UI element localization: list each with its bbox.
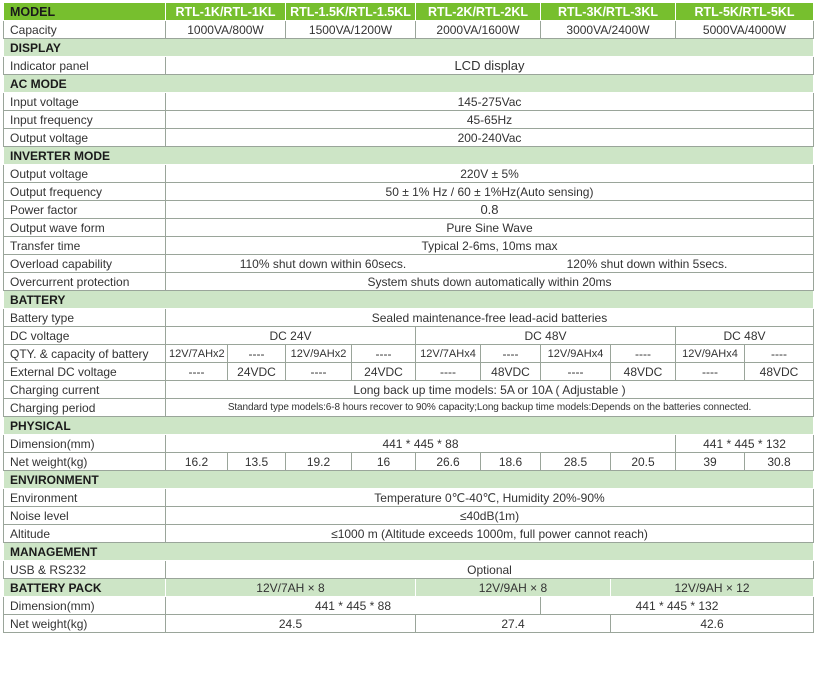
dc-voltage-value: DC 48V <box>416 327 676 345</box>
pack-weight-label: Net weight(kg) <box>4 615 166 633</box>
external-dc-row <box>4 363 814 381</box>
environment-label: Environment <box>4 489 166 507</box>
power-factor-value: 0.8 <box>166 201 814 219</box>
input-voltage-row <box>4 93 814 111</box>
overcurrent-label: Overcurrent protection <box>4 273 166 291</box>
dc-voltage-value: DC 48V <box>676 327 814 345</box>
input-voltage-label: Input voltage <box>4 93 166 111</box>
capacity-label: Capacity <box>4 21 166 39</box>
pack-weight-value: 27.4 <box>416 615 611 633</box>
qty-value: 12V/7AHx4 <box>416 345 481 363</box>
charging-period-row <box>4 399 814 417</box>
transfer-time-label: Transfer time <box>4 237 166 255</box>
overcurrent-row <box>4 273 814 291</box>
pack-dimension-value: 441 * 445 * 88 <box>166 597 541 615</box>
overload-value-b: 120% shut down within 5secs. <box>481 255 814 273</box>
inv-output-voltage-row <box>4 165 814 183</box>
capacity-row <box>4 21 814 39</box>
model-name: RTL-2K/RTL-2KL <box>416 3 541 21</box>
noise-value: ≤40dB(1m) <box>166 507 814 525</box>
inv-output-voltage-value: 220V ± 5% <box>166 165 814 183</box>
transfer-time-row <box>4 237 814 255</box>
power-factor-row <box>4 201 814 219</box>
external-dc-value: 48VDC <box>481 363 541 381</box>
section-ac-mode <box>4 75 814 93</box>
power-factor-label: Power factor <box>4 201 166 219</box>
section-title: AC MODE <box>4 75 814 93</box>
wave-form-value: Pure Sine Wave <box>166 219 814 237</box>
inv-output-voltage-label: Output voltage <box>4 165 166 183</box>
external-dc-value: ---- <box>541 363 611 381</box>
qty-value: ---- <box>745 345 814 363</box>
external-dc-label: External DC voltage <box>4 363 166 381</box>
qty-value: ---- <box>481 345 541 363</box>
overload-value-a: 110% shut down within 60secs. <box>166 255 481 273</box>
external-dc-value: 48VDC <box>611 363 676 381</box>
wave-form-row <box>4 219 814 237</box>
model-label: MODEL <box>4 3 166 21</box>
section-title: MANAGEMENT <box>4 543 814 561</box>
capacity-value: 2000VA/1600W <box>416 21 541 39</box>
external-dc-value: ---- <box>166 363 228 381</box>
dimension-value: 441 * 445 * 132 <box>676 435 814 453</box>
section-title: PHYSICAL <box>4 417 814 435</box>
section-inverter-mode <box>4 147 814 165</box>
section-management <box>4 543 814 561</box>
net-weight-row <box>4 453 814 471</box>
dc-voltage-row <box>4 327 814 345</box>
output-frequency-row <box>4 183 814 201</box>
battery-pack-config: 12V/7AH × 8 <box>166 579 416 597</box>
output-frequency-value: 50 ± 1% Hz / 60 ± 1%Hz(Auto sensing) <box>166 183 814 201</box>
section-title: INVERTER MODE <box>4 147 814 165</box>
external-dc-value: ---- <box>676 363 745 381</box>
header-row <box>4 3 814 21</box>
net-weight-value: 28.5 <box>541 453 611 471</box>
external-dc-value: 24VDC <box>228 363 286 381</box>
ac-output-voltage-label: Output voltage <box>4 129 166 147</box>
external-dc-value: ---- <box>286 363 352 381</box>
model-name: RTL-1K/RTL-1KL <box>166 3 286 21</box>
dc-voltage-label: DC voltage <box>4 327 166 345</box>
net-weight-value: 30.8 <box>745 453 814 471</box>
input-voltage-value: 145-275Vac <box>166 93 814 111</box>
battery-type-label: Battery type <box>4 309 166 327</box>
overload-label: Overload capability <box>4 255 166 273</box>
net-weight-value: 20.5 <box>611 453 676 471</box>
model-name: RTL-5K/RTL-5KL <box>676 3 814 21</box>
net-weight-value: 26.6 <box>416 453 481 471</box>
spec-table <box>3 2 814 633</box>
qty-value: 12V/9AHx4 <box>676 345 745 363</box>
usb-row <box>4 561 814 579</box>
pack-dimension-row <box>4 597 814 615</box>
external-dc-value: 24VDC <box>352 363 416 381</box>
model-name: RTL-3K/RTL-3KL <box>541 3 676 21</box>
dimension-label: Dimension(mm) <box>4 435 166 453</box>
qty-row <box>4 345 814 363</box>
qty-value: 12V/7AHx2 <box>166 345 228 363</box>
net-weight-value: 13.5 <box>228 453 286 471</box>
battery-type-value: Sealed maintenance-free lead-acid batteries <box>166 309 814 327</box>
net-weight-value: 39 <box>676 453 745 471</box>
input-frequency-label: Input frequency <box>4 111 166 129</box>
qty-value: ---- <box>611 345 676 363</box>
capacity-value: 5000VA/4000W <box>676 21 814 39</box>
overload-row <box>4 255 814 273</box>
indicator-value: LCD display <box>166 57 814 75</box>
net-weight-value: 16.2 <box>166 453 228 471</box>
net-weight-label: Net weight(kg) <box>4 453 166 471</box>
output-frequency-label: Output frequency <box>4 183 166 201</box>
charging-period-label: Charging period <box>4 399 166 417</box>
section-battery <box>4 291 814 309</box>
net-weight-value: 19.2 <box>286 453 352 471</box>
net-weight-value: 18.6 <box>481 453 541 471</box>
battery-pack-config: 12V/9AH × 8 <box>416 579 611 597</box>
overcurrent-value: System shuts down automatically within 20ms <box>166 273 814 291</box>
pack-dimension-value: 441 * 445 * 132 <box>541 597 814 615</box>
wave-form-label: Output wave form <box>4 219 166 237</box>
charging-period-value: Standard type models:6-8 hours recover to 90% capacity;Long backup time models:Depends on the batteries connected. <box>166 399 814 417</box>
section-title: DISPLAY <box>4 39 814 57</box>
altitude-label: Altitude <box>4 525 166 543</box>
environment-row <box>4 489 814 507</box>
input-frequency-row <box>4 111 814 129</box>
usb-value: Optional <box>166 561 814 579</box>
capacity-value: 1000VA/800W <box>166 21 286 39</box>
battery-type-row <box>4 309 814 327</box>
transfer-time-value: Typical 2-6ms, 10ms max <box>166 237 814 255</box>
battery-pack-config: 12V/9AH × 12 <box>611 579 814 597</box>
ac-output-voltage-row <box>4 129 814 147</box>
section-physical <box>4 417 814 435</box>
section-environment <box>4 471 814 489</box>
qty-value: ---- <box>352 345 416 363</box>
qty-value: ---- <box>228 345 286 363</box>
capacity-value: 1500VA/1200W <box>286 21 416 39</box>
net-weight-value: 16 <box>352 453 416 471</box>
external-dc-value: ---- <box>416 363 481 381</box>
dimension-row <box>4 435 814 453</box>
noise-label: Noise level <box>4 507 166 525</box>
dimension-value: 441 * 445 * 88 <box>166 435 676 453</box>
indicator-row <box>4 57 814 75</box>
pack-weight-row <box>4 615 814 633</box>
qty-value: 12V/9AHx2 <box>286 345 352 363</box>
section-title: ENVIRONMENT <box>4 471 814 489</box>
section-title: BATTERY PACK <box>4 579 166 597</box>
qty-value: 12V/9AHx4 <box>541 345 611 363</box>
charging-current-value: Long back up time models: 5A or 10A ( Adjustable ) <box>166 381 814 399</box>
altitude-value: ≤1000 m (Altitude exceeds 1000m, full power cannot reach) <box>166 525 814 543</box>
capacity-value: 3000VA/2400W <box>541 21 676 39</box>
model-name: RTL-1.5K/RTL-1.5KL <box>286 3 416 21</box>
noise-row <box>4 507 814 525</box>
section-battery-pack <box>4 579 814 597</box>
section-display <box>4 39 814 57</box>
pack-weight-value: 24.5 <box>166 615 416 633</box>
ac-output-voltage-value: 200-240Vac <box>166 129 814 147</box>
charging-current-row <box>4 381 814 399</box>
external-dc-value: 48VDC <box>745 363 814 381</box>
pack-dimension-label: Dimension(mm) <box>4 597 166 615</box>
indicator-label: Indicator panel <box>4 57 166 75</box>
pack-weight-value: 42.6 <box>611 615 814 633</box>
charging-current-label: Charging current <box>4 381 166 399</box>
section-title: BATTERY <box>4 291 814 309</box>
qty-label: QTY. & capacity of battery <box>4 345 166 363</box>
usb-label: USB & RS232 <box>4 561 166 579</box>
altitude-row <box>4 525 814 543</box>
input-frequency-value: 45-65Hz <box>166 111 814 129</box>
dc-voltage-value: DC 24V <box>166 327 416 345</box>
environment-value: Temperature 0℃-40℃, Humidity 20%-90% <box>166 489 814 507</box>
